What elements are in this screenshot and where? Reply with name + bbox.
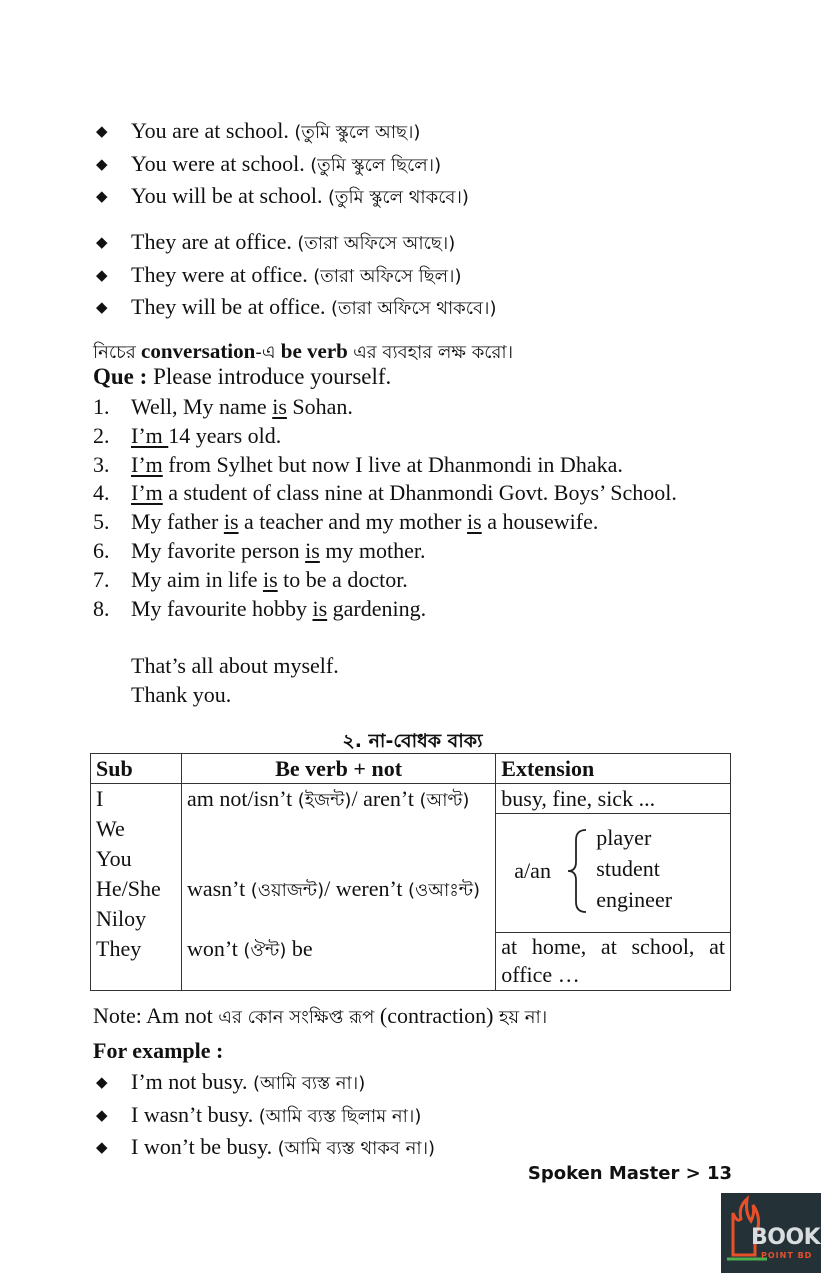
diamond-bullet-icon: ◆ [96,1073,108,1091]
diamond-bullet-icon: ◆ [96,1105,108,1124]
subject-cell: I We You He/She Niloy They [91,784,182,991]
list-item: 1. Well, My name is Sohan. [93,394,353,419]
extension-noun-cell [496,814,731,933]
list-item: 5. My father is a teacher and my mother is a housewife. [93,509,599,535]
diamond-bullet-icon: ◆ [96,187,108,205]
list-item: ◆ I wasn’t busy. (আমি ব্যস্ত ছিলাম না।) [95,1100,435,1133]
list-item: 3. I’m from Sylhet but now I live at Dhanmondi in Dhaka. [93,451,623,477]
question-label: Que : [93,364,148,389]
diamond-bullet-icon: ◆ [96,1138,108,1156]
bullet-list-they [95,227,496,325]
list-item: 6. My favorite person is my mother. [93,537,426,563]
question-text: Please introduce yourself. [153,364,392,389]
list-item: 7. My aim in life is to be a doctor. [93,566,408,592]
extension-adjective-cell: busy, fine, sick ... [496,784,731,814]
verb-future: won’t (ঔন্ট) be [186,936,313,961]
column-header: Be verb + not [181,754,495,784]
closing-line: Thank you. [131,682,232,707]
list-item: ◆ They are at office. (তারা অফিসে আছে।) [95,227,496,260]
diamond-bullet-icon: ◆ [96,233,108,251]
logo-subtitle: POINT BD [761,1251,813,1260]
list-item: ◆ I won’t be busy. (আমি ব্যস্ত থাকব না।) [95,1132,435,1165]
table-row [91,784,731,814]
negative-sentence-table [90,753,731,991]
table-header-row [91,754,731,784]
bookpoint-logo [721,1193,821,1273]
curly-brace-icon [566,828,590,914]
answer-list [93,393,730,623]
article-label: a/an [514,858,551,883]
list-item: ◆ You were at school. (তুমি স্কুলে ছিলে।) [95,149,469,182]
list-item: ◆ I’m not busy. (আমি ব্যস্ত না।) [95,1067,435,1100]
diamond-bullet-icon: ◆ [96,154,108,173]
list-item: ◆ They will be at office. (তারা অফিসে থাকবে।) [95,292,496,325]
list-item: ◆ You are at school. (তুমি স্কুলে আছ।) [95,116,469,149]
question-line [93,364,391,390]
noun-list: player student engineer [596,825,673,912]
section-title: ২. না-বোধক বাক্য [342,730,483,752]
verb-present: am not/isn’t (ইজন্ট)/ aren’t (আণ্ট) [186,786,470,811]
closing-line: That’s all about myself. [131,653,339,678]
list-item: 8. My favourite hobby is gardening. [93,595,427,621]
page-footer: Spoken Master > 13 [527,1163,732,1184]
verb-past: wasn’t (ওয়াজন্ট)/ weren’t (ওআঃন্ট) [186,876,481,901]
note-line: Note: Am not এর কোন সংক্ষিপ্ত রূপ (contraction) হয় না। [93,1003,548,1028]
diamond-bullet-icon: ◆ [96,265,108,284]
column-header: Extension [496,754,731,784]
diamond-bullet-icon: ◆ [96,298,108,316]
verb-cell [181,784,495,991]
extension-place-cell: at home, at school, at office … [496,933,731,991]
list-item: 4. I’m a student of class nine at Dhanmondi Govt. Boys’ School. [93,480,677,506]
logo-word: BOOK [751,1225,821,1250]
instruction-heading: নিচের conversation-এ be verb এর ব্যবহার লক্ষ করো। [93,339,514,363]
list-item: ◆ They were at office. (তারা অফিসে ছিল।) [95,260,496,293]
bullet-list-you [95,116,469,214]
list-item: ◆ You will be at school. (তুমি স্কুলে থাকবে।) [95,181,469,214]
for-example-label: For example : [93,1038,224,1063]
column-header: Sub [91,754,182,784]
list-item: 2. I’m 14 years old. [93,422,282,448]
diamond-bullet-icon: ◆ [96,122,108,140]
example-list [95,1067,435,1165]
